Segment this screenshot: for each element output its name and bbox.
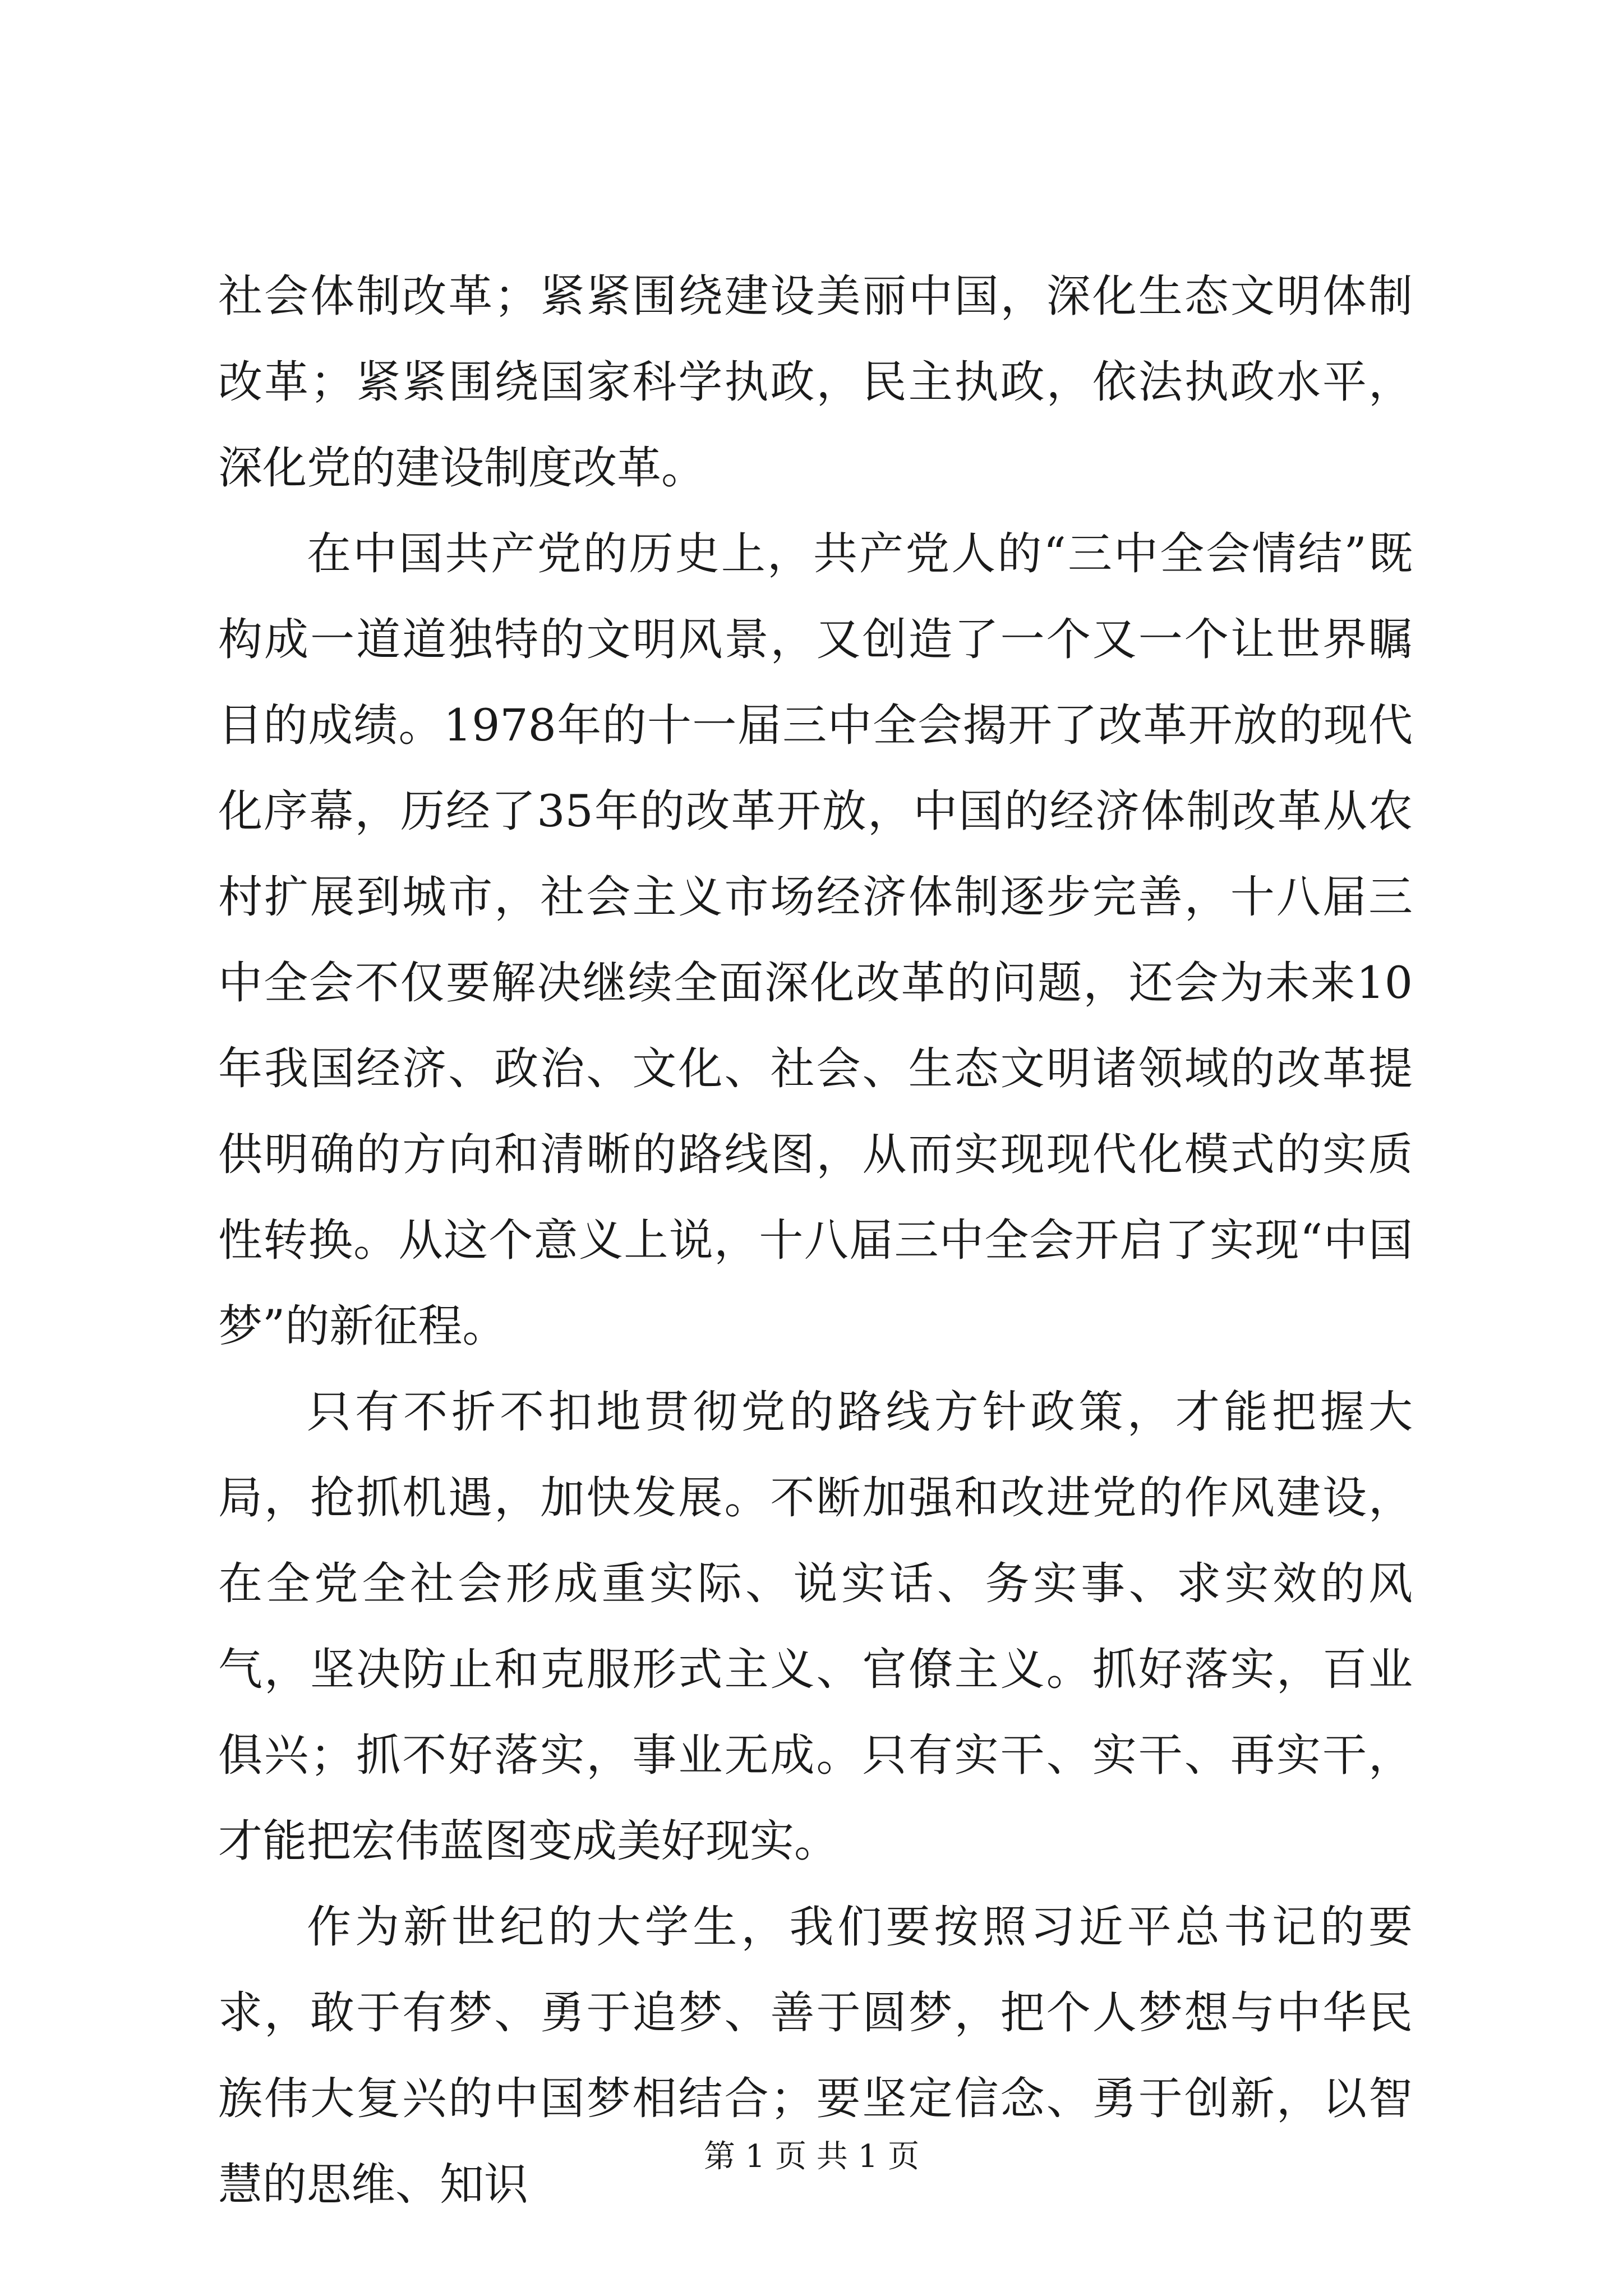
page-footer: 第 1 页 共 1 页 — [703, 2138, 920, 2175]
paragraph-4: 作为新世纪的大学生，我们要按照习近平总书记的要求，敢于有梦、勇于追梦、善于圆梦，把个人梦想与中华民族伟大复兴的中国梦相结合；要坚定信念、勇于创新，以智慧的思维、知识 — [218, 1901, 1413, 2210]
document-body — [218, 254, 1413, 2228]
paragraph-1: 社会体制改革；紧紧围绕建设美丽中国，深化生态文明体制改革；紧紧围绕国家科学执政，民主执政，依法执政水平，深化党的建设制度改革。 — [218, 270, 1413, 494]
paragraph-3: 只有不折不扣地贯彻党的路线方针政策，才能把握大局，抢抓机遇，加快发展。不断加强和改进党的作风建设，在全党全社会形成重实际、说实话、务实事、求实效的风气，坚决防止和克服形式主义、官僚主义。抓好落实，百业俱兴；抓不好落实，事业无成。只有实干、实干、再实干，才能把宏伟蓝图变成美好现实。 — [218, 1386, 1413, 1867]
paragraph-2: 在中国共产党的历史上，共产党人的“三中全会情结”既构成一道道独特的文明风景，又创造了一个又一个让世界瞩目的成绩。1978年的十一届三中全会揭开了改革开放的现代化序幕，历经了35年的改革开放，中国的经济体制改革从农村扩展到城市，社会主义市场经济体制逐步完善，十八届三中全会不仅要解决继续全面深化改革的问题，还会为未来10年我国经济、政治、文化、社会、生态文明诸领域的改革提供明确的方向和清晰的路线图，从而实现现代化模式的实质性转换。从这个意义上说，十八届三中全会开启了实现“中国梦”的新征程。 — [218, 528, 1413, 1352]
